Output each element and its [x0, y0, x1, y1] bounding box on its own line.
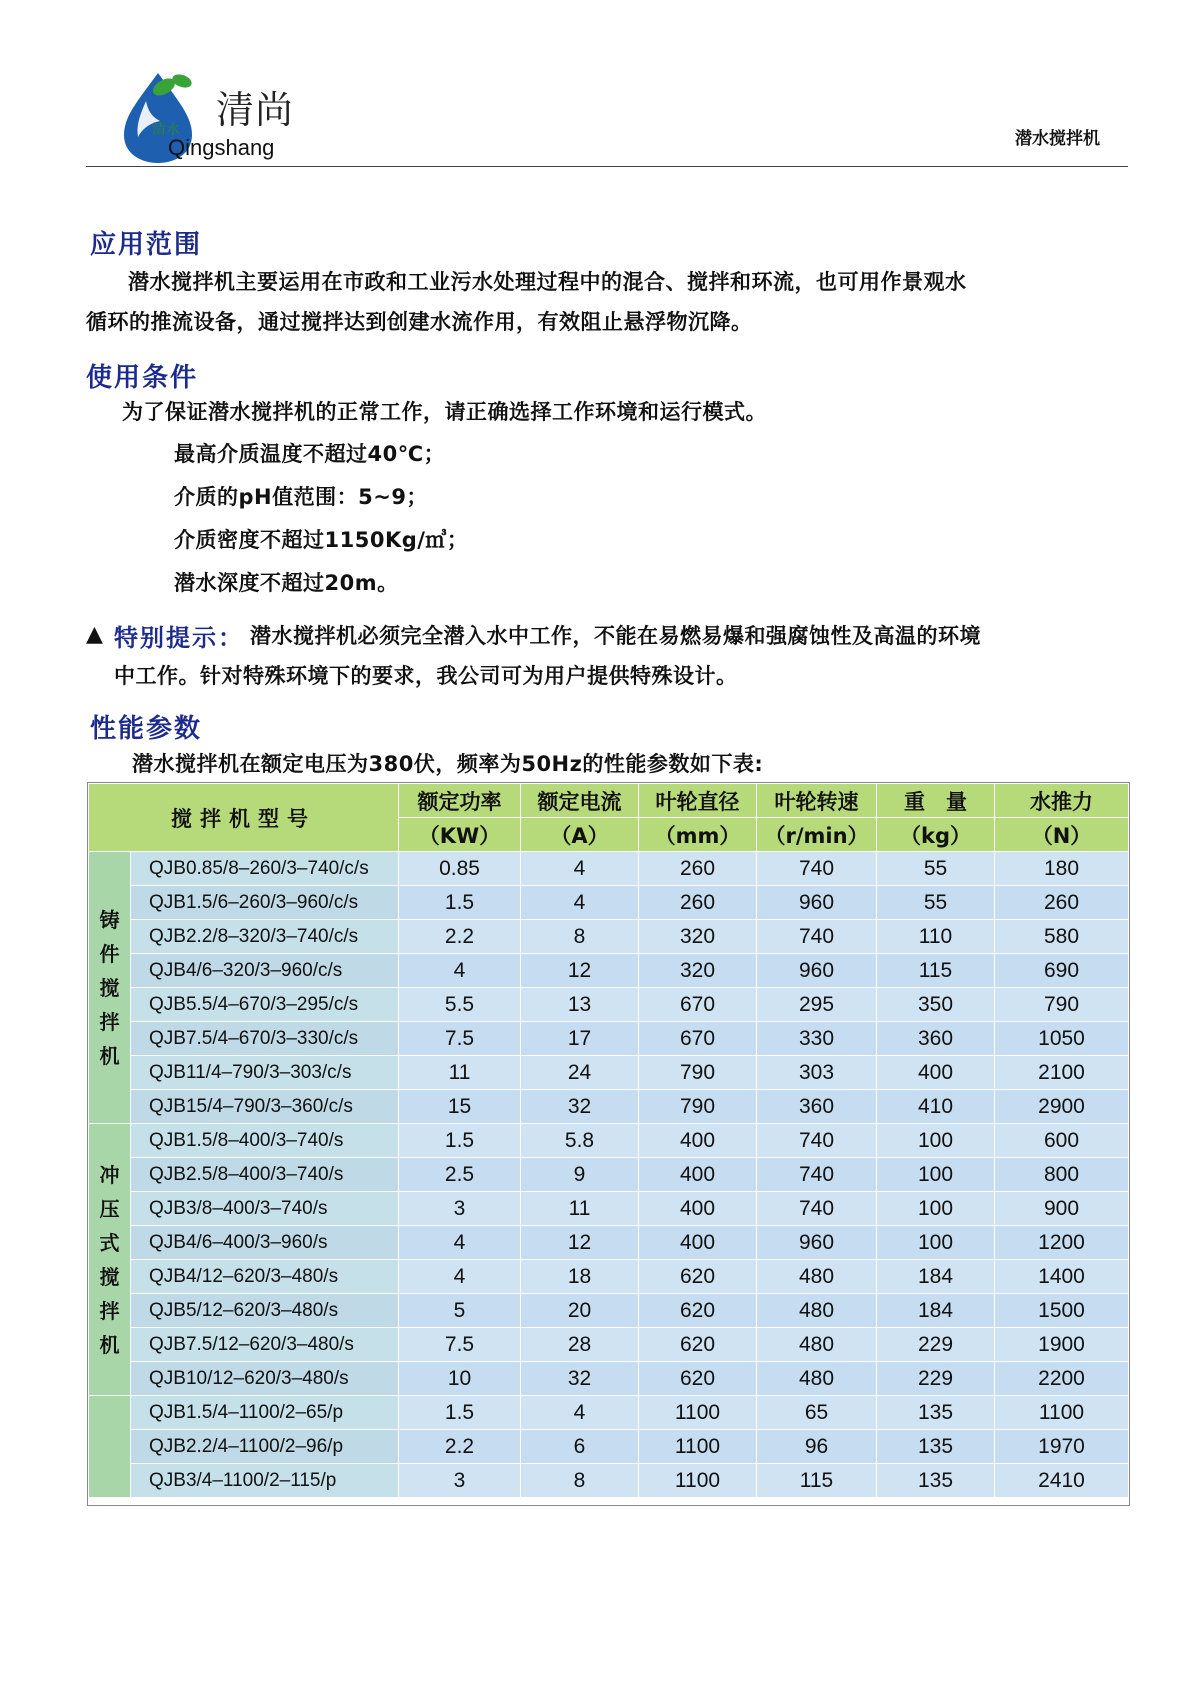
table-row	[89, 1464, 1129, 1498]
params-intro: 潜水搅拌机在额定电压为380伏，频率为50Hz的性能参数如下表:	[132, 752, 764, 776]
unit-impeller-diameter: （mm）	[639, 818, 757, 852]
value-cell: 4	[399, 1260, 521, 1294]
value-cell: 65	[757, 1396, 877, 1430]
value-cell: 2100	[995, 1056, 1129, 1090]
value-cell: 1.5	[399, 886, 521, 920]
value-cell: 8	[521, 1464, 639, 1498]
value-cell: 6	[521, 1430, 639, 1464]
value-cell: 5	[399, 1294, 521, 1328]
value-cell: 10	[399, 1362, 521, 1396]
value-cell: 260	[639, 852, 757, 886]
table-row	[89, 1226, 1129, 1260]
value-cell: 17	[521, 1022, 639, 1056]
value-cell: 740	[757, 1124, 877, 1158]
value-cell: 480	[757, 1328, 877, 1362]
value-cell: 1100	[639, 1464, 757, 1498]
value-cell: 55	[877, 852, 995, 886]
value-cell: 18	[521, 1260, 639, 1294]
value-cell: 960	[757, 886, 877, 920]
page-header	[86, 60, 1128, 167]
value-cell: 1.5	[399, 1124, 521, 1158]
unit-power: （KW）	[399, 818, 521, 852]
condition-item: 最高介质温度不超过40℃；	[174, 442, 446, 466]
performance-table	[88, 783, 1129, 1498]
value-cell: 1100	[639, 1396, 757, 1430]
value-cell: 1100	[639, 1430, 757, 1464]
value-cell: 900	[995, 1192, 1129, 1226]
table-row	[89, 1294, 1129, 1328]
table-row	[89, 1430, 1129, 1464]
unit-thrust: （N）	[995, 818, 1129, 852]
header-weight: 重 量	[877, 784, 995, 818]
value-cell: 100	[877, 1158, 995, 1192]
value-cell: 28	[521, 1328, 639, 1362]
condition-item: 介质的pH值范围：5~9；	[174, 485, 428, 509]
value-cell: 4	[399, 1226, 521, 1260]
model-cell: QJB5/12–620/3–480/s	[131, 1294, 399, 1328]
table-row	[89, 852, 1129, 886]
value-cell: 11	[399, 1056, 521, 1090]
conditions-intro: 为了保证潜水搅拌机的正常工作，请正确选择工作环境和运行模式。	[122, 400, 767, 424]
group-label-char: 铸	[99, 907, 120, 932]
value-cell: 32	[521, 1090, 639, 1124]
value-cell: 12	[521, 954, 639, 988]
value-cell: 320	[639, 954, 757, 988]
value-cell: 360	[877, 1022, 995, 1056]
value-cell: 2.5	[399, 1158, 521, 1192]
value-cell: 580	[995, 920, 1129, 954]
model-cell: QJB4/12–620/3–480/s	[131, 1260, 399, 1294]
value-cell: 400	[639, 1124, 757, 1158]
value-cell: 620	[639, 1328, 757, 1362]
value-cell: 115	[757, 1464, 877, 1498]
model-cell: QJB7.5/4–670/3–330/c/s	[131, 1022, 399, 1056]
value-cell: 2410	[995, 1464, 1129, 1498]
value-cell: 8	[521, 920, 639, 954]
header-model: 搅拌机型号	[89, 784, 399, 852]
logo-english-name: Qingshang	[168, 135, 275, 160]
value-cell: 320	[639, 920, 757, 954]
scope-paragraph-line-1: 潜水搅拌机主要运用在市政和工业污水处理过程中的混合、搅拌和环流，也可用作景观水	[128, 270, 967, 294]
value-cell: 960	[757, 1226, 877, 1260]
conditions-heading: 使用条件	[86, 363, 199, 393]
value-cell: 740	[757, 1158, 877, 1192]
table-row	[89, 1192, 1129, 1226]
value-cell: 1.5	[399, 1396, 521, 1430]
value-cell: 670	[639, 988, 757, 1022]
value-cell: 480	[757, 1260, 877, 1294]
value-cell: 5.8	[521, 1124, 639, 1158]
value-cell: 360	[757, 1090, 877, 1124]
model-cell: QJB7.5/12–620/3–480/s	[131, 1328, 399, 1362]
model-cell: QJB2.2/8–320/3–740/c/s	[131, 920, 399, 954]
group-label-char: 机	[99, 1043, 120, 1068]
value-cell: 295	[757, 988, 877, 1022]
group-label-char: 式	[99, 1230, 120, 1255]
unit-weight: （kg）	[877, 818, 995, 852]
model-cell: QJB2.5/8–400/3–740/s	[131, 1158, 399, 1192]
table-body	[89, 852, 1129, 1498]
value-cell: 9	[521, 1158, 639, 1192]
value-cell: 303	[757, 1056, 877, 1090]
value-cell: 2.2	[399, 920, 521, 954]
value-cell: 410	[877, 1090, 995, 1124]
value-cell: 5.5	[399, 988, 521, 1022]
header-thrust: 水推力	[995, 784, 1129, 818]
model-cell: QJB4/6–400/3–960/s	[131, 1226, 399, 1260]
notice-heading: 特别提示：	[114, 624, 244, 652]
group-label-char: 搅	[99, 1264, 120, 1289]
table-row	[89, 1124, 1129, 1158]
group-label	[89, 852, 131, 1124]
table-row	[89, 988, 1129, 1022]
value-cell: 790	[639, 1056, 757, 1090]
value-cell: 135	[877, 1396, 995, 1430]
company-logo	[106, 65, 306, 165]
value-cell: 690	[995, 954, 1129, 988]
value-cell: 400	[639, 1226, 757, 1260]
model-cell: QJB10/12–620/3–480/s	[131, 1362, 399, 1396]
value-cell: 620	[639, 1294, 757, 1328]
table-row	[89, 1328, 1129, 1362]
logo-chinese-name: 清尚	[216, 88, 295, 132]
value-cell: 740	[757, 852, 877, 886]
group-label-char: 压	[99, 1196, 120, 1221]
group-label-char: 拌	[99, 1009, 120, 1034]
value-cell: 400	[877, 1056, 995, 1090]
value-cell: 3	[399, 1192, 521, 1226]
value-cell: 1200	[995, 1226, 1129, 1260]
value-cell: 350	[877, 988, 995, 1022]
value-cell: 15	[399, 1090, 521, 1124]
value-cell: 1970	[995, 1430, 1129, 1464]
value-cell: 96	[757, 1430, 877, 1464]
value-cell: 480	[757, 1362, 877, 1396]
value-cell: 670	[639, 1022, 757, 1056]
document-title: 潜水搅拌机	[1015, 129, 1100, 149]
group-label-char: 搅	[99, 975, 120, 1000]
table-row	[89, 1362, 1129, 1396]
value-cell: 7.5	[399, 1022, 521, 1056]
model-cell: QJB2.2/4–1100/2–96/p	[131, 1430, 399, 1464]
value-cell: 1050	[995, 1022, 1129, 1056]
value-cell: 4	[521, 1396, 639, 1430]
value-cell: 4	[521, 886, 639, 920]
value-cell: 0.85	[399, 852, 521, 886]
value-cell: 100	[877, 1226, 995, 1260]
model-cell: QJB4/6–320/3–960/c/s	[131, 954, 399, 988]
value-cell: 400	[639, 1192, 757, 1226]
model-cell: QJB1.5/8–400/3–740/s	[131, 1124, 399, 1158]
value-cell: 800	[995, 1158, 1129, 1192]
value-cell: 11	[521, 1192, 639, 1226]
condition-item: 介质密度不超过1150Kg/㎥；	[174, 528, 469, 552]
value-cell: 1100	[995, 1396, 1129, 1430]
table-row	[89, 1090, 1129, 1124]
notice-line-2: 中工作。针对特殊环境下的要求，我公司可为用户提供特殊设计。	[114, 664, 738, 688]
scope-heading: 应用范围	[90, 230, 203, 260]
value-cell: 260	[639, 886, 757, 920]
value-cell: 100	[877, 1192, 995, 1226]
condition-item: 潜水深度不超过20m。	[174, 571, 399, 595]
model-cell: QJB3/4–1100/2–115/p	[131, 1464, 399, 1498]
value-cell: 400	[639, 1158, 757, 1192]
group-label-char: 拌	[99, 1298, 120, 1323]
value-cell: 135	[877, 1430, 995, 1464]
value-cell: 229	[877, 1328, 995, 1362]
header-impeller-speed: 叶轮转速	[757, 784, 877, 818]
group-label	[89, 1396, 131, 1498]
value-cell: 790	[995, 988, 1129, 1022]
value-cell: 1500	[995, 1294, 1129, 1328]
value-cell: 110	[877, 920, 995, 954]
warning-triangle-icon: ▲	[86, 622, 103, 647]
unit-impeller-speed: （r/min）	[757, 818, 877, 852]
table-row	[89, 886, 1129, 920]
table-row	[89, 920, 1129, 954]
group-label	[89, 1124, 131, 1396]
notice-line-1: 潜水搅拌机必须完全潜入水中工作，不能在易燃易爆和强腐蚀性及高温的环境	[250, 624, 981, 648]
value-cell: 229	[877, 1362, 995, 1396]
value-cell: 4	[521, 852, 639, 886]
header-power: 额定功率	[399, 784, 521, 818]
value-cell: 740	[757, 1192, 877, 1226]
value-cell: 12	[521, 1226, 639, 1260]
value-cell: 184	[877, 1260, 995, 1294]
model-cell: QJB15/4–790/3–360/c/s	[131, 1090, 399, 1124]
unit-current: （A）	[521, 818, 639, 852]
value-cell: 13	[521, 988, 639, 1022]
params-heading: 性能参数	[90, 714, 203, 744]
value-cell: 480	[757, 1294, 877, 1328]
value-cell: 2900	[995, 1090, 1129, 1124]
value-cell: 330	[757, 1022, 877, 1056]
header-impeller-diameter: 叶轮直径	[639, 784, 757, 818]
model-cell: QJB3/8–400/3–740/s	[131, 1192, 399, 1226]
group-label-char: 件	[99, 941, 120, 966]
table-row	[89, 1260, 1129, 1294]
group-label-char: 机	[99, 1332, 120, 1357]
table-row	[89, 1022, 1129, 1056]
value-cell: 2.2	[399, 1430, 521, 1464]
value-cell: 180	[995, 852, 1129, 886]
model-cell: QJB1.5/6–260/3–960/c/s	[131, 886, 399, 920]
value-cell: 115	[877, 954, 995, 988]
model-cell: QJB0.85/8–260/3–740/c/s	[131, 852, 399, 886]
value-cell: 260	[995, 886, 1129, 920]
value-cell: 600	[995, 1124, 1129, 1158]
table-row	[89, 1396, 1129, 1430]
value-cell: 100	[877, 1124, 995, 1158]
table-row	[89, 954, 1129, 988]
value-cell: 7.5	[399, 1328, 521, 1362]
group-label-char: 冲	[99, 1162, 120, 1187]
value-cell: 1900	[995, 1328, 1129, 1362]
value-cell: 740	[757, 920, 877, 954]
value-cell: 4	[399, 954, 521, 988]
value-cell: 2200	[995, 1362, 1129, 1396]
scope-paragraph-line-2: 循环的推流设备，通过搅拌达到创建水流作用，有效阻止悬浮物沉降。	[86, 310, 753, 334]
value-cell: 790	[639, 1090, 757, 1124]
value-cell: 24	[521, 1056, 639, 1090]
value-cell: 620	[639, 1362, 757, 1396]
model-cell: QJB5.5/4–670/3–295/c/s	[131, 988, 399, 1022]
value-cell: 135	[877, 1464, 995, 1498]
value-cell: 20	[521, 1294, 639, 1328]
value-cell: 32	[521, 1362, 639, 1396]
model-cell: QJB1.5/4–1100/2–65/p	[131, 1396, 399, 1430]
table-row	[89, 1158, 1129, 1192]
value-cell: 1400	[995, 1260, 1129, 1294]
value-cell: 620	[639, 1260, 757, 1294]
value-cell: 184	[877, 1294, 995, 1328]
table-row	[89, 1056, 1129, 1090]
logo-chinese-small: 清水	[152, 122, 180, 138]
value-cell: 55	[877, 886, 995, 920]
value-cell: 960	[757, 954, 877, 988]
header-current: 额定电流	[521, 784, 639, 818]
value-cell: 3	[399, 1464, 521, 1498]
model-cell: QJB11/4–790/3–303/c/s	[131, 1056, 399, 1090]
